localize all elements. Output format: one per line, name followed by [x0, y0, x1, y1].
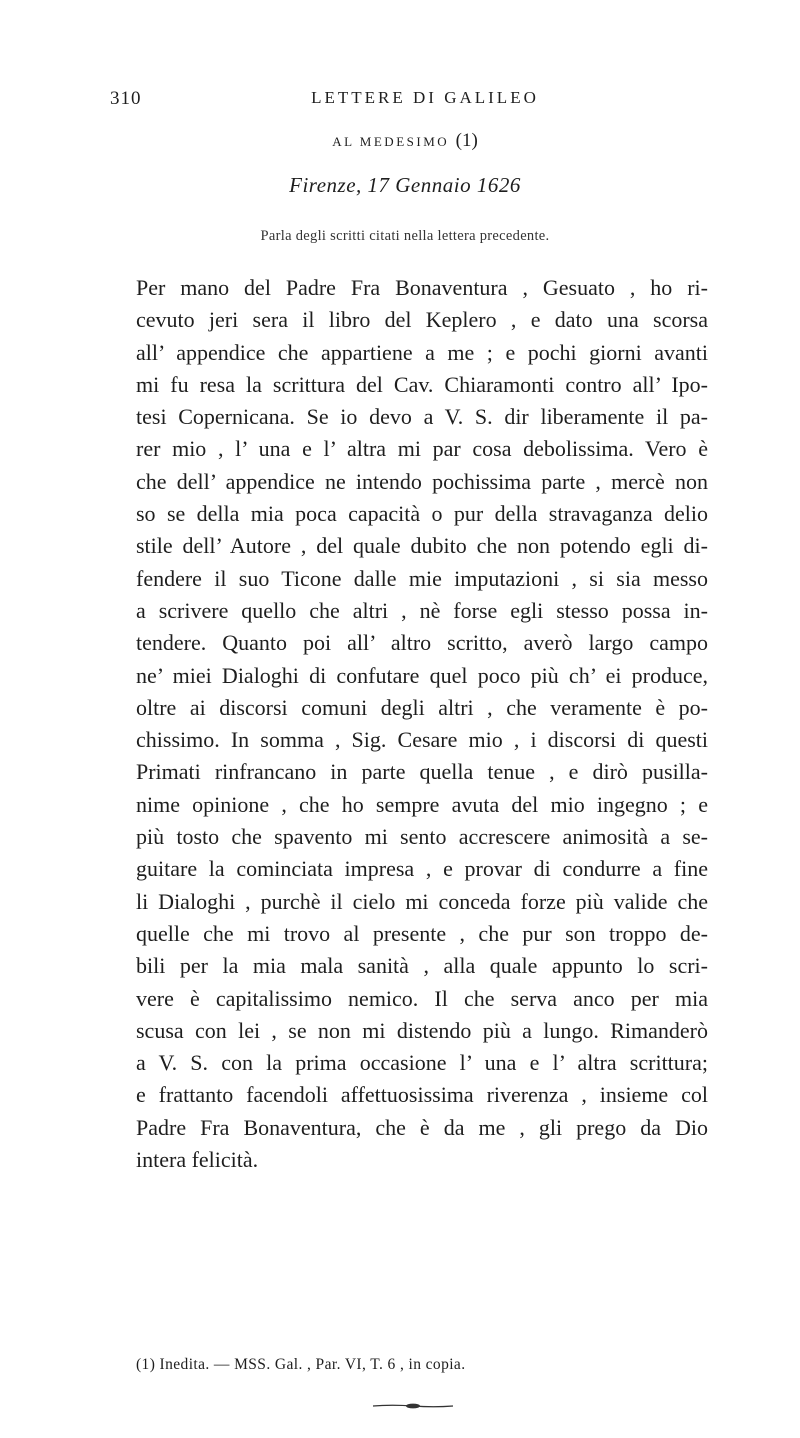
body-line: Per mano del Padre Fra Bonaventura , Gesuato , ho ri-: [136, 275, 708, 300]
letter-heading: [110, 130, 700, 152]
body-line: che dell’ appendice ne intendo pochissima parte , mercè non: [136, 468, 708, 494]
body-line: e frattanto facendoli affettuosissima riverenza , insieme col: [136, 1082, 708, 1108]
letter-body: [136, 272, 708, 1176]
body-line: Primati rinfrancano in parte quella tenue , e dirò pusilla-: [136, 759, 708, 785]
body-line: chissimo. In somma , Sig. Cesare mio , i discorsi di questi: [136, 727, 708, 753]
body-line: tesi Copernicana. Se io devo a V. S. dir liberamente il pa-: [136, 404, 708, 430]
body-line: intera felicità.: [136, 1147, 259, 1173]
body-line: all’ appendice che appartiene a me ; e pochi giorni avanti: [136, 339, 708, 365]
body-line: ne’ miei Dialoghi di confutare quel poco più ch’ ei produce,: [136, 662, 708, 688]
end-ornament: [372, 1403, 454, 1409]
body-line: li Dialoghi , purchè il cielo mi conceda forze più valide che: [136, 888, 708, 914]
body-line: vere è capitalissimo nemico. Il che serva anco per mia: [136, 985, 708, 1011]
footnote: (1) Inedita. — MSS. Gal. , Par. VI, T. 6 , in copia.: [136, 1356, 466, 1373]
body-line: mi fu resa la scrittura del Cav. Chiaramonti contro all’ Ipo-: [136, 371, 708, 397]
running-head: LETTERE DI GALILEO: [311, 88, 539, 107]
body-line: nime opinione , che ho sempre avuta del mio ingegno ; e: [136, 791, 708, 817]
letter-dateline: Firenze, 17 Gennaio 1626: [289, 173, 521, 197]
body-line: guitare la cominciata impresa , e provar di condurre a fine: [136, 856, 708, 882]
body-line: rer mio , l’ una e l’ altra mi par cosa debolissima. Vero è: [136, 436, 708, 462]
body-line: fendere il suo Ticone dalle mie imputazioni , si sia messo: [136, 565, 708, 591]
letter-recipient: AL MEDESIMO: [332, 134, 450, 149]
body-line: Padre Fra Bonaventura, che è da me , gli prego da Dio: [136, 1114, 708, 1140]
body-line: bili per la mia mala sanità , alla quale appunto lo scri-: [136, 953, 708, 979]
footnote-reference: (1): [455, 130, 478, 151]
letter-summary: Parla degli scritti citati nella lettera precedente.: [260, 228, 550, 244]
body-line: a scrivere quello che altri , nè forse egli stesso possa in-: [136, 597, 708, 623]
body-line: stile dell’ Autore , del quale dubito che non potendo egli di-: [136, 533, 708, 559]
body-line: cevuto jeri sera il libro del Keplero , e dato una scorsa: [136, 307, 708, 333]
page-number: 310: [110, 88, 142, 109]
body-line: tendere. Quanto poi all’ altro scritto, averò largo campo: [136, 630, 708, 656]
body-line: quelle che mi trovo al presente , che pur son troppo de-: [136, 920, 708, 946]
body-line: a V. S. con la prima occasione l’ una e l’ altra scrittura;: [136, 1050, 708, 1076]
body-line: più tosto che spavento mi sento accrescere animosità a se-: [136, 824, 708, 850]
body-line: so se della mia poca capacità o pur della stravaganza delio: [136, 501, 708, 527]
body-line: oltre ai discorsi comuni degli altri , che veramente è po-: [136, 694, 708, 720]
body-line: scusa con lei , se non mi distendo più a lungo. Rimanderò: [136, 1017, 708, 1043]
